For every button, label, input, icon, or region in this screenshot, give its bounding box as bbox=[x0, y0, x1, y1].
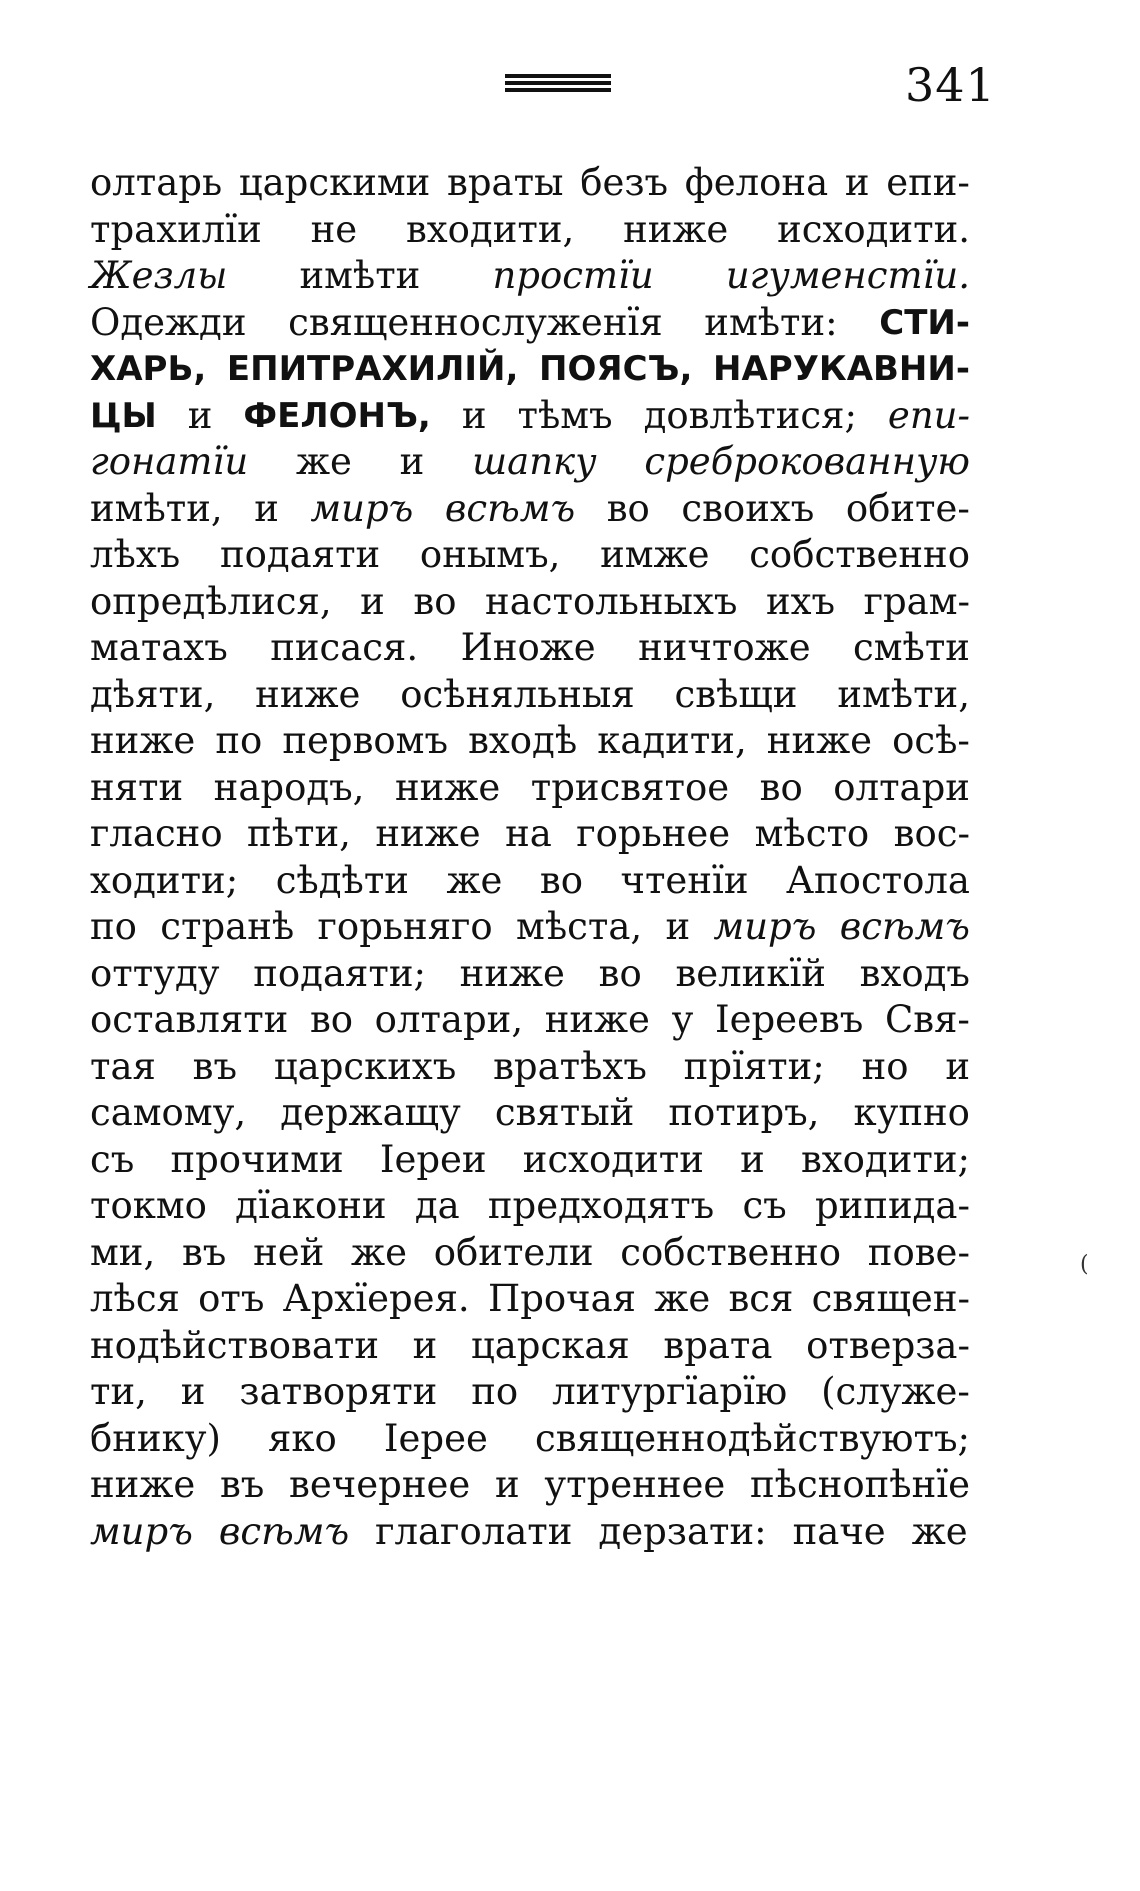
word: миръ bbox=[90, 1509, 193, 1553]
word: ходити; bbox=[90, 858, 239, 902]
word: СТИ- bbox=[879, 302, 970, 343]
word: всѣмъ bbox=[218, 1509, 350, 1553]
word: священнодѣйствуютъ; bbox=[534, 1416, 970, 1460]
word: священнослуженїя bbox=[288, 300, 663, 344]
word: и bbox=[360, 579, 385, 623]
word: утреннее bbox=[544, 1463, 726, 1506]
word: царскихъ bbox=[273, 1044, 457, 1088]
word: грам- bbox=[863, 579, 970, 623]
word: обители bbox=[433, 1230, 594, 1274]
word: Iереи bbox=[379, 1137, 487, 1181]
word: пѣти, bbox=[247, 812, 351, 855]
word: по bbox=[215, 719, 263, 762]
word: у bbox=[671, 998, 694, 1041]
word: тѣмъ bbox=[517, 393, 613, 437]
word: сѣдѣти bbox=[275, 858, 409, 902]
word: царская bbox=[470, 1323, 630, 1367]
word: и bbox=[494, 1463, 520, 1506]
word: исходити. bbox=[777, 207, 970, 251]
text-line bbox=[90, 858, 970, 905]
word: ЦЫ bbox=[90, 395, 157, 436]
word: и bbox=[461, 393, 487, 437]
word: во bbox=[598, 951, 642, 995]
word: ниже bbox=[623, 207, 729, 251]
word: предходятъ bbox=[487, 1184, 715, 1227]
word: съ bbox=[742, 1184, 787, 1227]
word: входѣ bbox=[468, 719, 578, 762]
word: фелона bbox=[684, 161, 829, 204]
word: ниже bbox=[90, 719, 196, 762]
word: токмо bbox=[90, 1184, 207, 1227]
word: святый bbox=[494, 1091, 635, 1134]
word: въ bbox=[192, 1044, 238, 1088]
word: ми, bbox=[90, 1230, 156, 1274]
word: и bbox=[187, 393, 213, 437]
word: ти, bbox=[90, 1370, 147, 1413]
word: по bbox=[471, 1370, 519, 1413]
word: ихъ bbox=[765, 579, 836, 623]
word: имѣти, bbox=[837, 672, 970, 716]
word: собственно bbox=[620, 1230, 842, 1274]
word: лѣся bbox=[90, 1277, 180, 1320]
word: вечернее bbox=[289, 1463, 471, 1506]
text-line bbox=[90, 625, 970, 672]
word: первомъ bbox=[282, 719, 448, 762]
word: олтари bbox=[833, 765, 970, 809]
text-line bbox=[90, 765, 970, 812]
word: дерзати: bbox=[598, 1509, 767, 1553]
word: и bbox=[665, 905, 691, 948]
word: горьняго bbox=[317, 905, 493, 948]
text-line bbox=[90, 997, 970, 1044]
word: и bbox=[945, 1044, 970, 1088]
word: миръ bbox=[310, 486, 414, 530]
word: не bbox=[310, 207, 358, 251]
word: обите- bbox=[845, 486, 970, 530]
word: епи- bbox=[887, 393, 970, 437]
word: настольныхъ bbox=[485, 579, 738, 623]
text-line bbox=[90, 811, 970, 858]
word: своихъ bbox=[681, 486, 815, 530]
word: ниже bbox=[766, 719, 873, 762]
text-line bbox=[90, 1416, 970, 1463]
word: пѣснопѣнїе bbox=[750, 1463, 970, 1506]
word: свѣщи bbox=[674, 672, 798, 716]
word: потиръ, bbox=[668, 1091, 820, 1134]
text-line bbox=[90, 904, 970, 951]
word: мѣсто bbox=[754, 812, 870, 855]
word: да bbox=[414, 1184, 460, 1227]
word: во bbox=[606, 486, 650, 530]
word: писася. bbox=[270, 626, 419, 669]
text-line bbox=[90, 951, 970, 998]
header-ornament-rule bbox=[505, 74, 611, 96]
word: Жезлы bbox=[90, 254, 228, 297]
word: миръ bbox=[713, 905, 817, 948]
text-line bbox=[90, 1044, 970, 1091]
word: Прочая bbox=[487, 1277, 637, 1320]
word: собственно bbox=[749, 533, 970, 576]
text-line bbox=[90, 579, 970, 626]
word: ФЕЛОНЪ, bbox=[243, 395, 431, 436]
word: ниже bbox=[255, 672, 361, 716]
word: входъ bbox=[859, 951, 970, 995]
text-line bbox=[90, 1509, 970, 1556]
word: же bbox=[295, 440, 352, 483]
word: пове- bbox=[867, 1230, 970, 1274]
word: довлѣтися; bbox=[643, 393, 857, 437]
word: во bbox=[539, 858, 583, 902]
word: имѣти, bbox=[90, 486, 223, 530]
word: во bbox=[759, 765, 803, 809]
word: по bbox=[90, 905, 137, 948]
text-line bbox=[90, 160, 970, 207]
word: нодѣйствовати bbox=[90, 1323, 380, 1367]
word: простїи bbox=[492, 254, 654, 297]
word: ниже bbox=[375, 812, 481, 855]
word: дѣяти, bbox=[90, 672, 216, 716]
word: всѣмъ bbox=[444, 486, 576, 530]
word: ЕПИТРАХИЛІЙ, bbox=[226, 349, 519, 389]
word: прїяти; bbox=[683, 1044, 825, 1088]
word: и bbox=[412, 1323, 438, 1367]
margin-mark: ( bbox=[1080, 1252, 1089, 1277]
word: вос- bbox=[893, 812, 970, 855]
word: ней bbox=[253, 1230, 325, 1274]
word: народъ, bbox=[213, 765, 365, 809]
word: лѣхъ bbox=[90, 533, 181, 576]
word: купно bbox=[853, 1091, 970, 1134]
word: оттуду bbox=[90, 951, 220, 995]
word: Одежди bbox=[90, 300, 247, 344]
word: горьнее bbox=[576, 812, 731, 855]
word: няти bbox=[90, 765, 184, 809]
word: трисвятое bbox=[530, 765, 730, 809]
word: епи- bbox=[886, 161, 970, 204]
word: смѣти bbox=[853, 626, 970, 669]
word: бнику) bbox=[90, 1416, 221, 1460]
word: Iереевъ bbox=[714, 998, 864, 1041]
word: среброкованную bbox=[644, 440, 970, 483]
word: странѣ bbox=[160, 905, 295, 948]
word: прочими bbox=[170, 1137, 344, 1181]
word: гласно bbox=[90, 812, 223, 855]
word: онымъ, bbox=[419, 533, 561, 576]
word: кадити, bbox=[597, 719, 747, 762]
word: вся bbox=[728, 1277, 794, 1320]
word: подаяти; bbox=[253, 951, 426, 995]
text-line bbox=[90, 1462, 970, 1509]
word: съ bbox=[90, 1137, 135, 1181]
text-line bbox=[90, 486, 970, 533]
word: ниже bbox=[544, 998, 650, 1041]
word: трахилїи bbox=[90, 207, 262, 251]
word: во bbox=[413, 579, 457, 623]
word: тая bbox=[90, 1044, 156, 1088]
word: ниже bbox=[394, 765, 501, 809]
word: ПОЯСЪ, bbox=[539, 349, 693, 389]
word: самому, bbox=[90, 1091, 247, 1134]
text-line bbox=[90, 300, 970, 347]
word: же bbox=[654, 1277, 711, 1320]
word: (служе- bbox=[821, 1370, 970, 1413]
text-line bbox=[90, 1183, 970, 1230]
word: игуменстїи. bbox=[725, 254, 970, 297]
word: исходити bbox=[522, 1137, 704, 1181]
word: матахъ bbox=[90, 626, 228, 669]
text-line bbox=[90, 1230, 970, 1277]
word: въ bbox=[219, 1463, 265, 1506]
word: но bbox=[861, 1044, 909, 1088]
text-line bbox=[90, 207, 970, 254]
text-line bbox=[90, 253, 970, 300]
word: НАРУКАВНИ- bbox=[713, 349, 970, 389]
word: и bbox=[740, 1137, 765, 1181]
word: ниже bbox=[90, 1463, 196, 1506]
word: на bbox=[505, 812, 552, 855]
word: Iерее bbox=[383, 1416, 488, 1460]
word: чтенїи bbox=[620, 858, 749, 902]
word: шапку bbox=[472, 440, 597, 483]
word: держащу bbox=[280, 1091, 461, 1134]
text-line bbox=[90, 672, 970, 719]
word: же bbox=[351, 1230, 407, 1274]
word: мѣста, bbox=[516, 905, 643, 948]
body-text bbox=[90, 160, 970, 1555]
text-line bbox=[90, 1137, 970, 1184]
word: Иноже bbox=[460, 626, 596, 669]
word: оставляти bbox=[90, 998, 289, 1041]
word: имѣти bbox=[299, 254, 421, 297]
word: осѣ- bbox=[892, 719, 970, 762]
word: Апостола bbox=[785, 858, 970, 902]
word: ничтоже bbox=[638, 626, 811, 669]
text-line bbox=[90, 439, 970, 486]
word: враты bbox=[447, 161, 564, 204]
text-line bbox=[90, 1276, 970, 1323]
text-line bbox=[90, 1090, 970, 1137]
word: священ- bbox=[811, 1277, 970, 1320]
word: имѣти: bbox=[704, 300, 838, 344]
word: во bbox=[309, 998, 354, 1041]
word: отъ bbox=[198, 1277, 265, 1320]
word: всѣмъ bbox=[839, 905, 970, 948]
word: затворяти bbox=[239, 1370, 438, 1413]
word: безъ bbox=[580, 161, 669, 204]
word: опредѣлися, bbox=[90, 579, 332, 623]
word: великїй bbox=[675, 951, 826, 995]
text-line bbox=[90, 1369, 970, 1416]
word: осѣняльныя bbox=[400, 672, 635, 716]
text-line bbox=[90, 532, 970, 579]
word: входити, bbox=[405, 207, 575, 251]
text-line bbox=[90, 346, 970, 393]
word: Свя- bbox=[884, 998, 970, 1041]
word: подаяти bbox=[219, 533, 381, 576]
word: и bbox=[254, 486, 279, 530]
word: и bbox=[180, 1370, 206, 1413]
word: паче bbox=[792, 1509, 886, 1553]
word: отверза- bbox=[806, 1323, 970, 1367]
text-line bbox=[90, 1323, 970, 1370]
page-number: 341 bbox=[905, 58, 996, 112]
text-line bbox=[90, 718, 970, 765]
word: олтарь bbox=[90, 161, 223, 204]
word: же bbox=[911, 1509, 968, 1553]
word: ниже bbox=[459, 951, 565, 995]
word: глаголати bbox=[375, 1509, 573, 1553]
word: въ bbox=[181, 1230, 227, 1274]
word: входити; bbox=[800, 1137, 970, 1181]
word: ХАРЬ, bbox=[90, 349, 207, 389]
word: и bbox=[844, 161, 870, 204]
word: рипида- bbox=[814, 1184, 970, 1227]
word: же bbox=[446, 858, 503, 902]
word: яко bbox=[268, 1416, 337, 1460]
word: имже bbox=[600, 533, 710, 576]
word: Архїерея. bbox=[282, 1277, 470, 1320]
word: олтари, bbox=[374, 998, 524, 1041]
word: дїакони bbox=[235, 1184, 387, 1227]
word: литургїарїю bbox=[552, 1370, 788, 1413]
text-line bbox=[90, 393, 970, 440]
word: гонатїи bbox=[90, 440, 249, 483]
word: вратѣхъ bbox=[493, 1044, 647, 1088]
word: царскими bbox=[238, 161, 431, 204]
word: врата bbox=[663, 1323, 773, 1367]
word: и bbox=[399, 440, 425, 483]
